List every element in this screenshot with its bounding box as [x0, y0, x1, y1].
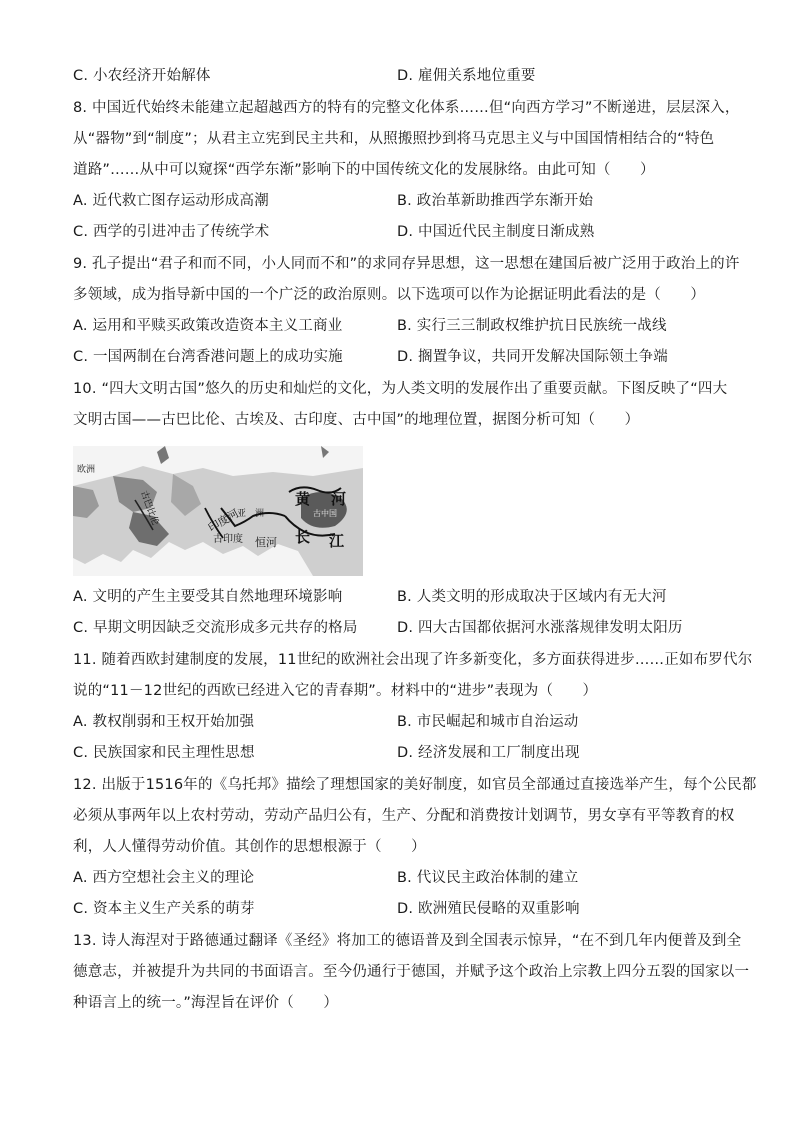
- q8-option-a[interactable]: A. 近代救亡图存运动形成高潮: [73, 193, 269, 209]
- map-label-jiang: 江: [329, 532, 345, 550]
- q13-stem-line-1: 13. 诗人海涅对于路德通过翻译《圣经》将加工的德语普及到全国表示惊异，“在不到几年内便普及到全: [73, 933, 742, 949]
- q8-stem-line-3: 道路”……从中可以窥探“西学东渐”影响下的中国传统文化的发展脉络。由此可知（ ）: [73, 162, 655, 178]
- q11-stem-line-2: 说的“11－12世纪的西欧已经进入它的青春期”。材料中的“进步”表现为（ ）: [73, 683, 598, 699]
- q10-option-c[interactable]: C. 早期文明因缺乏交流形成多元共存的格局: [73, 620, 358, 636]
- q13-stem-line-3: 种语言上的统一。”海涅旨在评价（ ）: [73, 995, 339, 1011]
- q11-stem-line-1: 11. 随着西欧封建制度的发展，11世纪的欧洲社会出现了许多新变化，多方面获得进步……正如布罗代尔: [73, 652, 753, 668]
- map-label-he: 河: [331, 490, 347, 508]
- map-label-asia: 亚 洲: [237, 509, 265, 519]
- q8-stem-line-2: 从“器物”到“制度”；从君主立宪到民主共和，从照搬照抄到将马克思主义与中国国情相结合的“特色: [73, 131, 715, 147]
- map-label-ganges: 恒河: [255, 536, 277, 549]
- q10-option-b[interactable]: B. 人类文明的形成取决于区域内有无大河: [397, 589, 667, 605]
- q8-option-b[interactable]: B. 政治革新助推西学东渐开始: [397, 193, 594, 209]
- q9-stem-line-1: 9. 孔子提出“君子和而不同，小人同而不和”的求同存异思想，这一思想在建国后被广泛用于政治上的许: [73, 256, 740, 272]
- q11-option-b[interactable]: B. 市民崛起和城市自治运动: [397, 714, 579, 730]
- q9-option-a[interactable]: A. 运用和平赎买政策改造资本主义工商业: [73, 318, 343, 334]
- q11-option-c[interactable]: C. 民族国家和民主理性思想: [73, 745, 255, 761]
- q9-option-d[interactable]: D. 搁置争议，共同开发解决国际领土争端: [397, 349, 668, 365]
- q11-option-a[interactable]: A. 教权削弱和王权开始加强: [73, 714, 255, 730]
- q10-stem-line-1: 10. “四大文明古国”悠久的历史和灿烂的文化，为人类文明的发展作出了重要贡献。下图反映了“四大: [73, 381, 728, 397]
- map-label-babylon: 古巴比伦: [138, 489, 160, 527]
- map-label-chang: 长: [295, 528, 311, 546]
- q13-stem-line-2: 德意志，并被提升为共同的书面语言。至今仍通行于德国，并赋予这个政治上宗教上四分五裂的国家以一: [73, 964, 750, 980]
- map-label-india: 古印度: [213, 534, 243, 545]
- q8-option-c[interactable]: C. 西学的引进冲击了传统学术: [73, 224, 270, 240]
- q11-option-d[interactable]: D. 经济发展和工厂制度出现: [397, 745, 580, 761]
- q9-stem-line-2: 多领域，成为指导新中国的一个广泛的政治原则。以下选项可以作为论据证明此看法的是（ ）: [73, 287, 706, 303]
- q9-option-c[interactable]: C. 一国两制在台湾香港问题上的成功实施: [73, 349, 343, 365]
- q12-option-a[interactable]: A. 西方空想社会主义的理论: [73, 870, 255, 886]
- map-label-china: 古中国: [313, 509, 337, 518]
- q12-option-d[interactable]: D. 欧洲殖民侵略的双重影响: [397, 901, 580, 917]
- q12-option-c[interactable]: C. 资本主义生产关系的萌芽: [73, 901, 255, 917]
- q7-option-d[interactable]: D. 雇佣关系地位重要: [397, 68, 536, 84]
- map-svg: [73, 446, 363, 576]
- q12-stem-line-3: 利，人人懂得劳动价值。其创作的思想根源于（ ）: [73, 839, 426, 855]
- q10-stem-line-2: 文明古国——古巴比伦、古埃及、古印度、古中国”的地理位置，据图分析可知（ ）: [73, 412, 640, 428]
- q8-stem-line-1: 8. 中国近代始终未能建立起超越西方的特有的完整文化体系……但“向西方学习”不断递进，层层深入，: [73, 100, 740, 116]
- q12-stem-line-1: 12. 出版于1516年的《乌托邦》描绘了理想国家的美好制度，如官员全部通过直接选举产生，每个公民都: [73, 777, 757, 793]
- q12-stem-line-2: 必须从事两年以上农村劳动，劳动产品归公有，生产、分配和消费按计划调节，男女享有平等教育的权: [73, 808, 735, 824]
- q10-option-d[interactable]: D. 四大古国都依据河水涨落规律发明太阳历: [397, 620, 683, 636]
- q7-option-c[interactable]: C. 小农经济开始解体: [73, 68, 211, 84]
- q12-option-b[interactable]: B. 代议民主政治体制的建立: [397, 870, 579, 886]
- map-label-indus: 印度河: [206, 506, 242, 535]
- map-label-huang: 黄: [295, 490, 311, 508]
- four-civilizations-map: [73, 446, 363, 576]
- q8-option-d[interactable]: D. 中国近代民主制度日渐成熟: [397, 224, 595, 240]
- q9-option-b[interactable]: B. 实行三三制政权维护抗日民族统一战线: [397, 318, 667, 334]
- q10-option-a[interactable]: A. 文明的产生主要受其自然地理环境影响: [73, 589, 343, 605]
- map-label-europe: 欧洲: [77, 465, 96, 475]
